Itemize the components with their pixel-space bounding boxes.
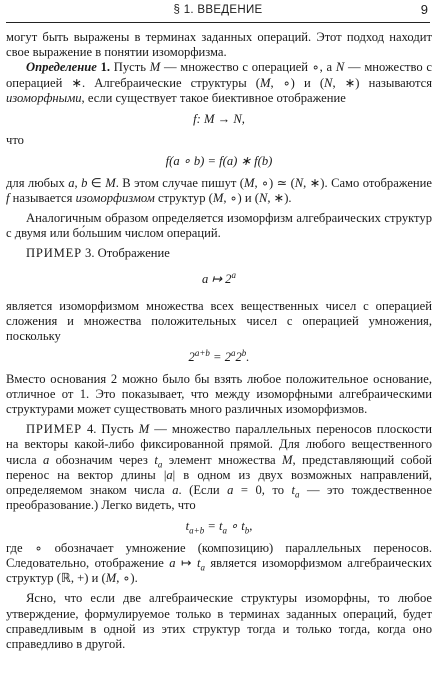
display-formula: $2^{a+b} = 2^a2^b$. <box>188 348 250 365</box>
page-number: 9 <box>420 2 428 17</box>
paragraph: для любых a, b ∈ M. В этом случае пишут (M, ∘) ≃ (N, ∗). Само отображение f называется изоморфизмом структур (M, ∘) и (N, ∗). <box>6 175 433 205</box>
paragraph: где ∘ обозначает умножение (композицию) параллельных переносов. Следовательно, отображение a ↦ $t_a$ является изоморфизмом алгебраических структур (ℝ, +) и (M, ∘). <box>6 540 432 586</box>
paragraph: ПРИМЕР 4. Пусть M — множество параллельных переносов плоскости на векторы какой-либо фиксированной прямой. Для любого вещественного числа a обозначим через $t_a$ элемент множества M, представляющий собой перенос на вектор длины |a| в одном из двух возможных направлений, определяемом знаком числа a. (Если a = 0, то $t_a$ — это тождественное преобразование.) Легко видеть, что <box>6 422 432 513</box>
paragraph: ПРИМЕР 3. Отображение <box>26 246 170 261</box>
section-title: § 1. ВВЕДЕНИЕ <box>173 4 263 16</box>
running-header <box>6 0 430 23</box>
paragraph: что <box>6 133 24 148</box>
paragraph: Определение 1. Пусть M — множество с операцией ∘, а N — множество с операцией ∗. Алгебраические структуры (M, ∘) и (N, ∗) называются изоморфными, если существует такое биективное отображение <box>6 60 433 105</box>
display-formula: f: M → N, <box>193 112 245 127</box>
paragraph: Вместо основания 2 можно было бы взять любое положительное основание, отличное от 1. Это показывает, что между изоморфными алгебраическими структурами может существовать много различных изоморфизмов. <box>6 371 432 417</box>
display-formula: a ↦ 2$^a$ <box>202 269 236 286</box>
display-formula: f(a ∘ b) = f(a) ∗ f(b) <box>165 154 273 169</box>
page-body <box>6 30 432 652</box>
paragraph: Ясно, что если две алгебраические структуры изоморфны, то любое утверждение, формулируемое только в терминах заданных операций, будет справедливым в одной из этих структур тогда и только тогда, когда оно справедливо в другой. <box>6 591 432 651</box>
paragraph: могут быть выражены в терминах заданных операций. Этот подход находит свое выражение в понятии изоморфизма. <box>6 30 432 60</box>
paragraph: является изоморфизмом множества всех вещественных чисел с операцией сложения и множества положительных чисел с операцией умножения, поскольку <box>6 298 432 344</box>
display-formula: $t_{a+b} = t_a$ ∘ $t_b$, <box>185 519 253 536</box>
paragraph: Аналогичным образом определяется изоморфизм алгебраических структур с двумя или бо́льшим числом операций. <box>6 211 432 241</box>
